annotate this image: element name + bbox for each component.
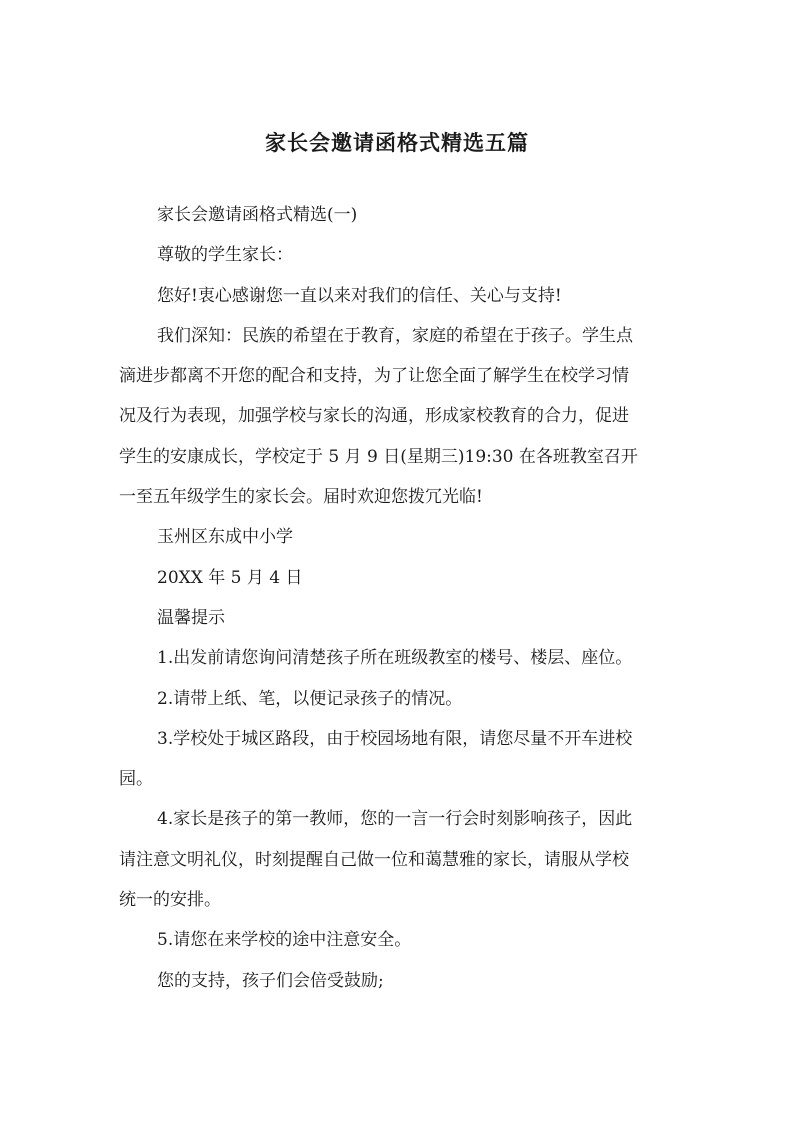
body-paragraph-line: 况及行为表现，加强学校与家长的沟通，形成家校教育的合力，促进 [119,406,629,427]
tips-heading: 温馨提示 [157,607,225,628]
document-body [119,195,689,1001]
body-paragraph-line: 学生的安康成长，学校定于 5 月 9 日(星期三)19:30 在各班教室召开 [119,446,638,467]
tip-item: 3.学校处于城区路段，由于校园场地有限，请您尽量不开车进校 [157,728,633,749]
body-paragraph-line: 滴进步都离不开您的配合和支持，为了让您全面了解学生在校学习情 [119,366,629,387]
tip-item: 4.家长是孩子的第一教师，您的一言一行会时刻影响孩子，因此 [157,809,633,830]
body-paragraph-line: 我们深知：民族的希望在于教育，家庭的希望在于孩子。学生点 [157,325,633,346]
letter-date: 20XX 年 5 月 4 日 [157,567,303,588]
body-paragraph-line: 一至五年级学生的家长会。届时欢迎您拨冗光临! [119,487,483,508]
closing-line: 您的支持，孩子们会倍受鼓励; [157,970,384,991]
sender-school: 玉州区东成中小学 [157,527,293,548]
tip-item-continuation: 园。 [119,769,153,790]
greeting-paragraph: 您好!衷心感谢您一直以来对我们的信任、关心与支持! [157,285,562,306]
document-title: 家长会邀请函格式精选五篇 [265,130,529,155]
tip-item-continuation: 统一的安排。 [119,890,221,911]
section-heading: 家长会邀请函格式精选(一) [157,205,358,225]
tip-item-continuation: 请注意文明礼仪，时刻提醒自己做一位和蔼慧雅的家长，请服从学校 [119,849,629,870]
tip-item: 2.请带上纸、笔，以便记录孩子的情况。 [157,688,463,709]
salutation: 尊敬的学生家长： [157,245,293,266]
tip-item: 1.出发前请您询问清楚孩子所在班级教室的楼号、楼层、座位。 [157,648,633,669]
tip-item: 5.请您在来学校的途中注意安全。 [157,930,412,951]
